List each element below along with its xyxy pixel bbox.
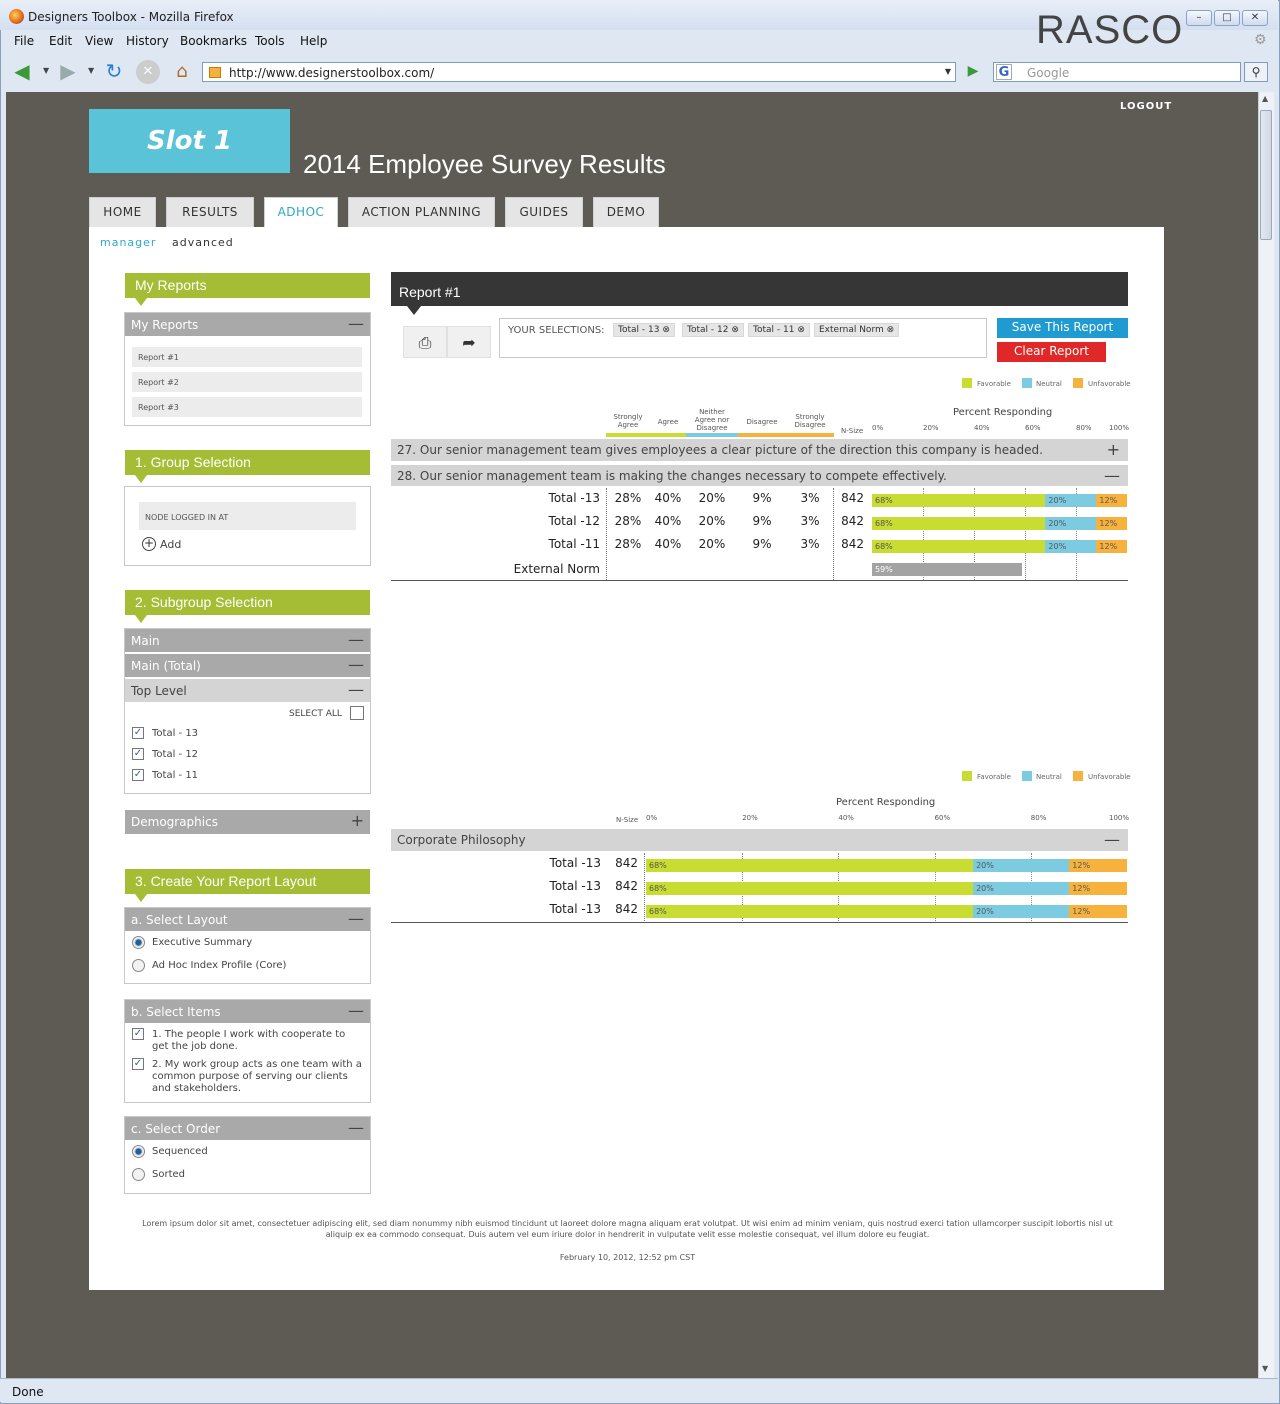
collapse-icon[interactable]: — [348,630,364,649]
close-button[interactable]: ✕ [1242,10,1268,26]
bar-unfavorable: 12% [1069,859,1127,872]
stop-icon[interactable]: ✕ [136,60,160,84]
bar-norm: 59% [872,563,1022,576]
bar-neutral: 20% [1045,517,1096,530]
save-report-button[interactable]: Save This Report [997,318,1128,338]
remove-chip-icon[interactable]: ⊗ [731,325,739,335]
select-items-header[interactable] [125,1000,370,1024]
collapse-icon[interactable]: — [1104,830,1120,849]
throbber-icon: ⚙ [1254,32,1267,48]
subnav-manager[interactable]: manager [100,236,157,249]
row-nsize: 842 [615,879,638,893]
select-all-label: SELECT ALL [289,709,342,719]
nsize-header: N-Size [841,427,864,435]
subgroup-main-total-label: Main (Total) [131,659,201,673]
row-value-sd: 3% [800,514,820,528]
url-bar[interactable] [202,62,956,82]
bar-neutral: 20% [973,859,1069,872]
legend2-favorable-swatch [962,771,972,781]
row-value-n: 20% [698,537,726,551]
row-nsize: 842 [615,856,638,870]
selections-label: YOUR SELECTIONS: [508,325,605,336]
layout-radio-executive[interactable] [132,936,145,949]
tick-label: 0% [872,424,884,432]
table-bottom-rule-2 [391,922,1128,923]
tick-label: 80% [1030,814,1047,822]
item-label-2: 2. My work group acts as one team with a common purpose of serving our clients and stakeholders. [152,1059,362,1094]
unfavorable-underline [738,433,834,437]
my-reports-group-label: My Reports [131,318,199,332]
tab-action-planning[interactable]: ACTION PLANNING [348,197,495,227]
menu-edit[interactable]: Edit [49,34,73,48]
my-reports-heading: My Reports [125,273,370,298]
tab-demo[interactable]: DEMO [593,197,659,227]
add-icon[interactable]: + [143,536,155,550]
print-icon[interactable]: ⎙ [403,326,447,358]
vertical-scrollbar[interactable] [1258,92,1274,1378]
subgroup-label-2: Total - 12 [152,749,199,760]
menu-bar [0,30,1278,52]
remove-chip-icon[interactable]: ⊗ [662,325,670,335]
page-title: 2014 Employee Survey Results [303,149,666,179]
row-nsize: 842 [615,902,638,916]
row-nsize: 842 [841,491,864,505]
tab-home[interactable]: HOME [89,197,156,227]
subgroup-label-1: Total - 13 [152,728,199,739]
bar-unfavorable: 12% [1096,540,1127,553]
legend2-unfavorable: Unfavorable [1088,773,1131,781]
selection-chip-label: External Norm [819,325,884,335]
go-icon[interactable]: ▶ [967,63,979,79]
brand-logo: RASCO [1036,8,1184,52]
footer-date: February 10, 2012, 12:52 pm CST [559,1253,696,1262]
subgroup-selection-heading: 2. Subgroup Selection [125,590,370,615]
subgroup-label-3: Total - 11 [152,770,199,781]
bar-neutral: 20% [973,882,1069,895]
col-agree: Agree [657,418,679,426]
menu-history[interactable]: History [126,34,169,48]
scroll-thumb[interactable] [1260,110,1272,240]
question-27-text: 27. Our senior management team gives employees a clear picture of the direction this company is headed. [397,443,1043,457]
selection-chip-3[interactable] [748,323,810,337]
legend-neutral: Neutral [1036,380,1062,388]
favorable-underline [606,433,686,437]
row-value-sd: 3% [800,491,820,505]
row-label: Total -13 [549,879,601,893]
forward-history-icon[interactable]: ▼ [88,66,95,75]
subgroup-checkbox-1[interactable]: ✓ [133,727,143,738]
collapse-icon[interactable]: — [348,1001,364,1020]
report-layout-heading: 3. Create Your Report Layout [125,869,370,894]
subgroup-main-total-header[interactable] [125,654,370,678]
legend-unfavorable: Unfavorable [1088,380,1131,388]
search-icon[interactable]: ⚲ [1244,62,1268,82]
question-27[interactable] [391,439,1128,461]
home-icon[interactable]: ⌂ [176,61,188,82]
row-value-d: 9% [752,491,772,505]
tick-label: 60% [1025,424,1041,432]
row-label: Total -13 [548,491,600,505]
remove-chip-icon[interactable]: ⊗ [886,325,895,335]
norm-label: External Norm [513,562,600,576]
row-value-d: 9% [752,537,772,551]
clear-report-button[interactable]: Clear Report [997,342,1106,362]
expand-icon[interactable]: + [1106,440,1120,459]
menu-view[interactable]: View [85,34,114,48]
tick-label: 0% [646,814,658,822]
node-logged-in: NODE LOGGED IN AT [139,502,356,530]
layout-label-adhoc: Ad Hoc Index Profile (Core) [152,960,287,971]
question-28-text: 28. Our senior management team is making the changes necessary to compete effectively. [397,469,947,483]
search-input[interactable] [993,62,1241,82]
legend2-unfavorable-swatch [1073,771,1083,781]
row-value-sd: 3% [800,537,820,551]
row-value-sa: 28% [614,514,642,528]
bar-unfavorable: 12% [1069,905,1127,918]
add-link[interactable]: Add [160,538,182,551]
firefox-icon [9,9,24,24]
bar-unfavorable: 12% [1096,494,1127,507]
row-label: Total -11 [548,537,600,551]
subgroup-checkbox-3[interactable]: ✓ [133,769,143,780]
section-title: Corporate Philosophy [397,833,526,847]
select-layout-label: a. Select Layout [131,913,228,927]
row-value-sa: 28% [614,491,642,505]
minimize-button[interactable]: – [1186,10,1212,26]
row-label: Total -13 [549,856,601,870]
reload-icon[interactable]: ↻ [105,59,123,83]
collapse-icon[interactable]: — [348,909,364,928]
tab-adhoc[interactable]: ADHOC [264,197,338,228]
item-label-1: 1. The people I work with cooperate to get the job done. [152,1029,346,1052]
percent-responding-header: Percent Responding [953,407,1053,418]
url-text: http://www.designerstoolbox.com/ [229,66,435,80]
legend-favorable-swatch [962,378,972,388]
subgroup-top-level-header[interactable] [125,679,370,703]
tick-label: 20% [923,424,939,432]
collapse-icon[interactable]: — [348,1118,364,1137]
back-history-icon[interactable]: ▼ [43,66,50,75]
bar-favorable: 68% [646,905,973,918]
collapse-icon[interactable]: — [1104,466,1120,485]
footer-text: Lorem ipsum dolor sit amet, consectetuer adipiscing elit, sed diam nonummy nibh euismod tincidunt ut laoreet dolore magna aliquam erat volutpat. Ut wisi enim ad minim veniam, quis nostrud exerci tation ullamcorper suscipit lobortis nisl ut aliquip ex ea commodo consequat. Duis autem vel eum iriure dolor in hendrerit in vulputate velit esse molestie consequat, vel illum dolore eu feugiat. [142,1219,1113,1239]
expand-icon[interactable]: + [350,811,364,830]
section-corporate-philosophy[interactable] [391,829,1128,851]
subgroup-main-label: Main [131,634,160,648]
table-bottom-rule [391,580,1128,581]
percent-responding-header-2: Percent Responding [836,797,936,808]
report-item-2[interactable]: Report #2 [132,372,362,392]
item-checkbox-2[interactable]: ✓ [133,1058,143,1069]
tick-label: 40% [974,424,990,432]
col-strongly-agree: Strongly Agree [613,413,643,429]
remove-chip-icon[interactable]: ⊗ [797,325,805,335]
select-order-label: c. Select Order [131,1122,221,1136]
select-items-label: b. Select Items [131,1005,221,1019]
tab-results[interactable]: RESULTS [166,197,254,227]
subgroup-checkbox-2[interactable]: ✓ [133,748,143,759]
col-neutral: Neither Agree nor Disagree [694,408,730,432]
nsize-header-2: N-Size [616,816,639,824]
bar-unfavorable: 12% [1096,517,1127,530]
selection-chip-label: Total - 11 [753,325,795,335]
row-value-sa: 28% [614,537,642,551]
col-strongly-disagree: Strongly Disagree [794,413,826,429]
legend2-favorable: Favorable [977,773,1011,781]
tick-label: 100% [1109,424,1130,432]
layout-radio-adhoc[interactable] [132,959,145,972]
report-item-3[interactable]: Report #3 [132,397,362,417]
collapse-icon[interactable]: — [348,655,364,674]
row-nsize: 842 [841,537,864,551]
bar-favorable: 68% [872,517,1045,530]
back-icon[interactable]: ◀ [14,59,30,83]
forward-icon[interactable]: ▶ [60,59,76,83]
tick-label: 80% [1076,424,1092,432]
tick-label: 40% [838,814,854,822]
tick-label: 20% [742,814,758,822]
subgroup-main-header[interactable] [125,629,370,653]
status-text: Done [12,1385,44,1399]
status-bar [0,1378,1278,1402]
bar-favorable: 68% [646,859,973,872]
collapse-icon[interactable]: — [348,680,364,699]
google-icon[interactable]: G [996,64,1012,80]
selection-chip-1[interactable] [613,323,675,337]
url-dropdown-icon[interactable]: ▼ [944,67,951,76]
legend2-neutral: Neutral [1036,773,1062,781]
menu-tools[interactable]: Tools [255,34,285,48]
report-title-bar [391,272,1128,306]
select-order-header[interactable] [125,1117,370,1141]
menu-file[interactable]: File [14,34,35,48]
row-value-d: 9% [752,514,772,528]
logout-link[interactable]: LOGOUT [1120,101,1173,112]
bar-favorable: 68% [646,882,973,895]
report-title: Report #1 [399,284,461,300]
bar-neutral: 20% [1045,494,1096,507]
bar-unfavorable: 12% [1069,882,1127,895]
search-placeholder: Google [1027,66,1070,80]
tick-label: 60% [934,814,951,822]
order-label-sorted: Sorted [152,1169,185,1180]
row-value-n: 20% [698,491,726,505]
legend2-neutral-swatch [1022,771,1032,781]
collapse-icon[interactable]: — [348,314,364,333]
order-label-sequenced: Sequenced [152,1146,208,1157]
row-value-a: 40% [654,537,682,551]
question-28[interactable] [391,464,1128,486]
order-radio-sequenced[interactable] [132,1145,145,1158]
layout-label-executive: Executive Summary [152,937,253,948]
selection-chip-4[interactable] [814,323,899,337]
selection-chip-label: Total - 12 [687,325,729,335]
bar-favorable: 68% [872,494,1045,507]
report-item-1[interactable]: Report #1 [132,347,362,367]
bar-neutral: 20% [1045,540,1096,553]
page-icon [209,67,221,78]
menu-help[interactable]: Help [300,34,328,48]
site-logo: Slot 1 [89,109,290,173]
row-value-a: 40% [654,514,682,528]
subgroup-top-level-label: Top Level [131,684,187,698]
tab-guides[interactable]: GUIDES [505,197,583,227]
scroll-down-icon[interactable]: ▼ [1262,1364,1269,1373]
window-title: Designers Toolbox - Mozilla Firefox [28,10,234,24]
share-icon[interactable]: ➦ [447,326,491,358]
selection-chip-2[interactable] [682,323,744,337]
row-label: Total -13 [549,902,601,916]
order-radio-sorted[interactable] [132,1168,145,1181]
col-disagree: Disagree [746,418,778,426]
tick-label: 100% [1109,814,1130,822]
legend-favorable: Favorable [977,380,1011,388]
scroll-up-icon[interactable]: ▲ [1262,94,1269,103]
demographics-label: Demographics [131,815,218,829]
my-reports-group-header[interactable] [125,313,370,337]
select-all-checkbox[interactable] [350,706,364,720]
demographics-header[interactable] [125,810,370,835]
row-value-a: 40% [654,491,682,505]
subnav-advanced[interactable]: advanced [172,236,234,249]
row-label: Total -12 [548,514,600,528]
bar-favorable: 68% [872,540,1045,553]
menu-bookmarks[interactable]: Bookmarks [180,34,248,48]
row-nsize: 842 [841,514,864,528]
row-value-n: 20% [698,514,726,528]
legend-unfavorable-swatch [1073,378,1083,388]
item-checkbox-1[interactable]: ✓ [133,1028,143,1039]
bar-neutral: 20% [973,905,1069,918]
select-layout-header[interactable] [125,908,370,932]
maximize-button[interactable]: □ [1214,10,1240,26]
neutral-underline [686,433,738,437]
legend-neutral-swatch [1022,378,1032,388]
group-selection-heading: 1. Group Selection [125,450,370,475]
divider [644,853,645,921]
selection-chip-label: Total - 13 [618,325,660,335]
